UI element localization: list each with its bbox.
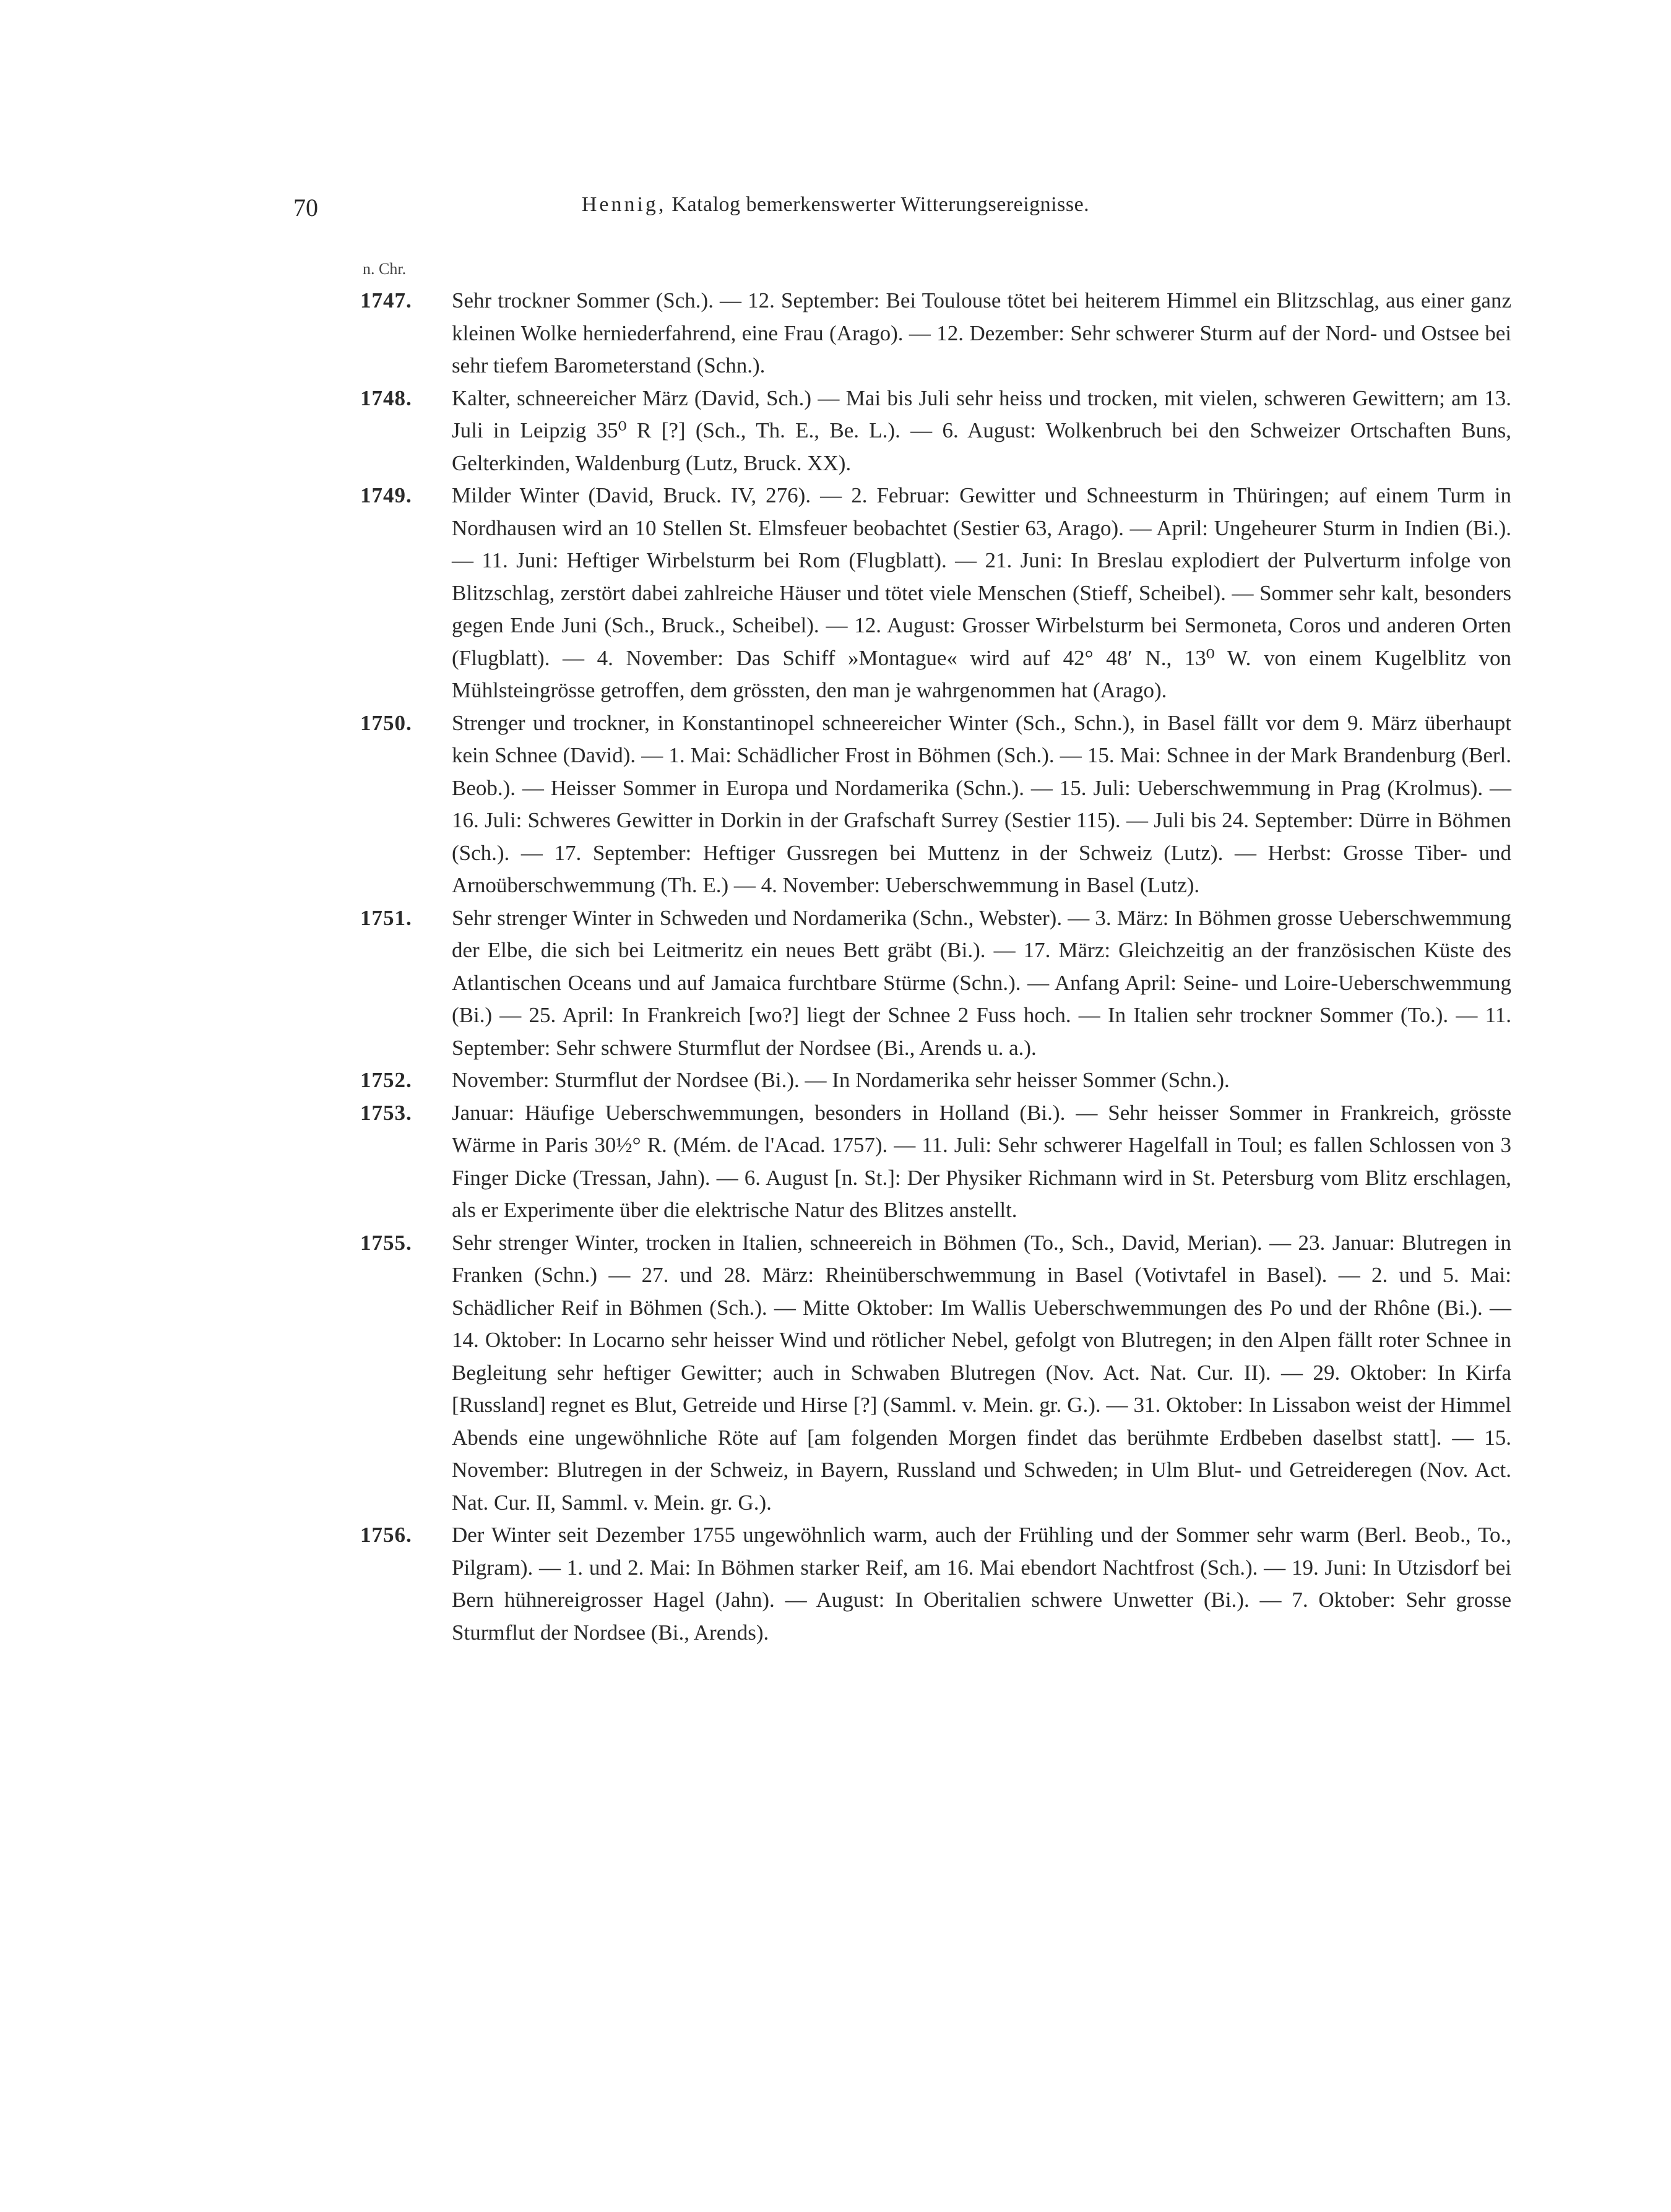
entry-year: 1752. <box>360 1068 412 1092</box>
entry-year: 1747. <box>360 288 412 312</box>
entry-1752 <box>360 1064 1511 1097</box>
entry-text: November: Sturmflut der Nordsee (Bi.). — In Nordamerika sehr heisser Sommer (Schn.). <box>452 1068 1230 1092</box>
chronicle-entries <box>360 285 1511 1649</box>
entry-year: 1751. <box>360 905 412 930</box>
entry-text: Der Winter seit Dezember 1755 ungewöhnlich warm, auch der Frühling und der Sommer sehr warm (Berl. Beob., To., Pilgram). — 1. und 2. Mai: In Böhmen starker Reif, am 16. Mai ebendort Nachtfrost (Sch.). — 19. Juni: In Utzisdorf bei Bern hühnereigrosser Hagel (Jahn). — August: In Oberitalien schwere Unwetter (Bi.). — 7. Oktober: Sehr grosse Sturmflut der Nordsee (Bi., Arends). <box>452 1523 1511 1645</box>
entry-text: Januar: Häufige Ueberschwemmungen, besonders in Holland (Bi.). — Sehr heisser Sommer in Frankreich, grösste Wärme in Paris 30½° R. (Mém. de l'Acad. 1757). — 11. Juli: Sehr schwerer Hagelfall in Toul; es fallen Schlossen von 3 Finger Dicke (Tressan, Jahn). — 6. August [n. St.]: Der Physiker Richmann wird in St. Petersburg vom Blitz erschlagen, als er Experimente über die elektrische Natur des Blitzes anstellt. <box>452 1100 1511 1222</box>
running-title <box>0 193 1671 217</box>
entry-text: Milder Winter (David, Bruck. IV, 276). — 2. Februar: Gewitter und Schneesturm in Thüringen; auf einem Turm in Nordhausen wird an 10 Stellen St. Elmsfeuer beobachtet (Sestier 63, Arago). — April: Ungeheurer Sturm in Indien (Bi.). — 11. Juni: Heftiger Wirbelsturm bei Rom (Flugblatt). — 21. Juni: In Breslau explodiert der Pulverturm infolge von Blitzschlag, zerstört dabei zahlreiche Häuser und tötet viele Menschen (Stieff, Scheibel). — Sommer sehr kalt, besonders gegen Ende Juni (Sch., Bruck., Scheibel). — 12. August: Grosser Wirbelsturm bei Sermoneta, Coros und anderen Orten (Flugblatt). — 4. November: Das Schiff »Montague« wird auf 42° 48′ N., 13⁰ W. von einem Kugelblitz von Mühlsteingrösse getroffen, dem grössten, den man je wahrgenommen hat (Arago). <box>452 483 1511 702</box>
entry-text: Strenger und trockner, in Konstantinopel schneereicher Winter (Sch., Schn.), in Basel fällt vor dem 9. März überhaupt kein Schnee (David). — 1. Mai: Schädlicher Frost in Böhmen (Sch.). — 15. Mai: Schnee in der Mark Brandenburg (Berl. Beob.). — Heisser Sommer in Europa und Nordamerika (Schn.). — 15. Juli: Ueberschwemmung in Prag (Krolmus). — 16. Juli: Schweres Gewitter in Dorkin in der Grafschaft Surrey (Sestier 115). — Juli bis 24. September: Dürre in Böhmen (Sch.). — 17. September: Heftiger Gussregen bei Muttenz in der Schweiz (Lutz). — Herbst: Grosse Tiber- und Arnoüberschwemmung (Th. E.) — 4. November: Ueberschwemmung in Basel (Lutz). <box>452 710 1511 897</box>
entry-1755 <box>360 1227 1511 1520</box>
era-label: n. Chr. <box>363 260 407 278</box>
page-number: 70 <box>293 194 318 222</box>
running-title-text: Katalog bemerkenswerter Witterungsereignisse. <box>671 193 1090 216</box>
entry-1756 <box>360 1519 1511 1649</box>
entry-year: 1748. <box>360 385 412 410</box>
entry-year: 1756. <box>360 1523 412 1547</box>
entry-text: Sehr strenger Winter in Schweden und Nordamerika (Schn., Webster). — 3. März: In Böhmen grosse Ueberschwemmung der Elbe, die sich bei Leitmeritz ein neues Bett gräbt (Bi.). — 17. März: Gleichzeitig an der französischen Küste des Atlantischen Oceans und auf Jamaica furchtbare Stürme (Schn.). — Anfang April: Seine- und Loire-Ueberschwemmung (Bi.) — 25. April: In Frankreich [wo?] liegt der Schnee 2 Fuss hoch. — In Italien sehr trockner Sommer (To.). — 11. September: Sehr schwere Sturmflut der Nordsee (Bi., Arends u. a.). <box>452 905 1511 1060</box>
entry-year: 1753. <box>360 1100 412 1125</box>
entry-year: 1750. <box>360 710 412 735</box>
entry-1751 <box>360 902 1511 1065</box>
running-title-author: Hennig, <box>581 193 667 216</box>
entry-year: 1749. <box>360 483 412 507</box>
entry-1748 <box>360 382 1511 480</box>
entry-text: Kalter, schneereicher März (David, Sch.) — Mai bis Juli sehr heiss und trocken, mit vielen, schweren Gewittern; am 13. Juli in Leipzig 35⁰ R [?] (Sch., Th. E., Be. L.). — 6. August: Wolkenbruch bei den Schweizer Ortschaften Buns, Gelterkinden, Waldenburg (Lutz, Bruck. XX). <box>452 385 1511 475</box>
entry-1753 <box>360 1097 1511 1227</box>
entry-1749 <box>360 480 1511 707</box>
entry-text: Sehr strenger Winter, trocken in Italien, schneereich in Böhmen (To., Sch., David, Merian). — 23. Januar: Blutregen in Franken (Schn.) — 27. und 28. März: Rheinüberschwemmung in Basel (Votivtafel in Basel). — 2. und 5. Mai: Schädlicher Reif in Böhmen (Sch.). — Mitte Oktober: Im Wallis Ueberschwemmungen des Po und der Rhône (Bi.). — 14. Oktober: In Locarno sehr heisser Wind und rötlicher Nebel, gefolgt von Blutregen; in den Alpen fällt roter Schnee in Begleitung sehr heftiger Gewitter; auch in Schwaben Blutregen (Nov. Act. Nat. Cur. II). — 29. Oktober: In Kirfa [Russland] regnet es Blut, Getreide und Hirse [?] (Samml. v. Mein. gr. G.). — 31. Oktober: In Lissabon weist der Himmel Abends eine ungewöhnliche Röte auf [am folgenden Morgen findet das berühmte Erdbeben daselbst statt]. — 15. November: Blutregen in der Schweiz, in Bayern, Russland und Schweden; in Ulm Blut- und Getreideregen (Nov. Act. Nat. Cur. II, Samml. v. Mein. gr. G.). <box>452 1230 1511 1515</box>
entry-1747 <box>360 285 1511 382</box>
entry-text: Sehr trockner Sommer (Sch.). — 12. September: Bei Toulouse tötet bei heiterem Himmel ein Blitzschlag, aus einer ganz kleinen Wolke herniederfahrend, eine Frau (Arago). — 12. Dezember: Sehr schwerer Sturm auf der Nord- und Ostsee bei sehr tiefem Barometerstand (Schn.). <box>452 288 1511 377</box>
entry-year: 1755. <box>360 1230 412 1255</box>
entry-1750 <box>360 707 1511 902</box>
